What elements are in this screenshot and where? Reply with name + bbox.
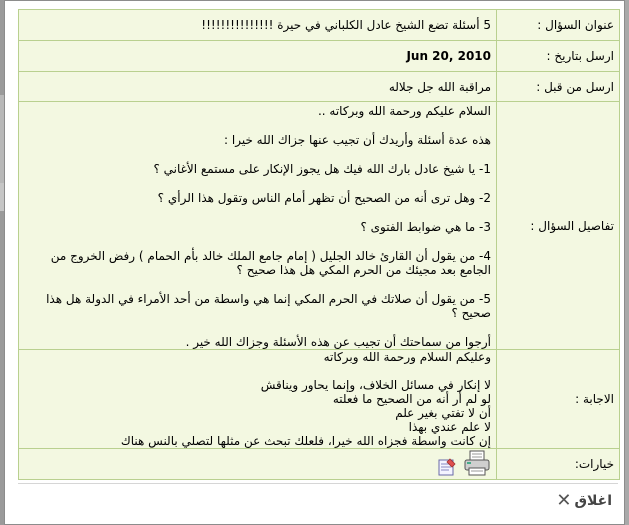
question-details <box>19 102 497 350</box>
answer-line: لو لم أر أنه من الصحيح ما فعلته <box>332 392 491 406</box>
question-date: Jun 20, 2010 <box>19 41 497 72</box>
details-line <box>24 205 491 220</box>
close-label: اغلاق <box>574 493 612 509</box>
details-line: أرجوا من سماحتك أن تجيب عن هذه الأسئلة وجزاك الله خير . <box>185 335 491 349</box>
close-x-icon: ✕ <box>556 490 572 511</box>
options-label: خيارات: <box>497 449 620 480</box>
question-modal <box>4 0 625 525</box>
answer-line <box>24 364 491 378</box>
notepad-icon[interactable] <box>437 458 457 476</box>
question-table <box>18 9 620 480</box>
sender-label: ارسل من قبل : <box>497 72 620 102</box>
close-button[interactable] <box>556 490 612 512</box>
question-sender: مراقبة الله جل جلاله <box>19 72 497 102</box>
details-line: 2- وهل ترى أنه من الصحيح أن تظهر أمام الناس وتقول هذا الرأي ؟ <box>157 191 491 205</box>
answer-row <box>19 350 620 449</box>
details-line: السلام عليكم ورحمة الله وبركاته .. <box>317 104 491 118</box>
footer-divider <box>18 483 618 484</box>
details-line: 1- يا شيخ عادل بارك الله فيك هل يجوز الإنكار على مستمع الأغاني ؟ <box>153 162 491 176</box>
details-line <box>24 234 491 249</box>
details-line: 3- ما هي ضوابط الفتوى ؟ <box>360 220 491 234</box>
answer-line: إن كانت واسطة فجزاه الله خيرا، فلعلك تبحث عن مثلها لتصلي بالنس هناك <box>120 434 491 448</box>
details-line: 4- من يقول أن القارئ خالد الجليل ( إمام جامع الملك خالد بأم الحمام ) رفض الخروج من الجامع بعد مجيئك من الحرم المكي هل هذا صحيح ؟ <box>46 249 491 277</box>
details-line <box>24 277 491 292</box>
printer-icon[interactable] <box>463 450 491 476</box>
details-line <box>24 118 491 133</box>
answer-label: الاجابة : <box>497 350 620 449</box>
options-row <box>19 449 620 480</box>
answer-line: وعليكم السلام ورحمة الله وبركاته <box>323 350 491 364</box>
answer-line: لا علم عندي بهذا <box>408 420 491 434</box>
date-row <box>19 41 620 72</box>
details-row <box>19 102 620 350</box>
details-line <box>24 320 491 335</box>
title-row <box>19 10 620 41</box>
details-line: هذه عدة أسئلة وأريدك أن تجيب عنها جزاك الله خيرا : <box>224 133 491 147</box>
title-label: عنوان السؤال : <box>497 10 620 41</box>
details-label: تفاصيل السؤال : <box>497 102 620 350</box>
sender-row <box>19 72 620 102</box>
options-icons <box>437 450 491 476</box>
details-line <box>24 176 491 191</box>
details-text <box>24 102 491 349</box>
answer-line: لا إنكار في مسائل الخلاف، وإنما يحاور ويناقش <box>260 378 491 392</box>
question-answer <box>19 350 497 449</box>
answer-line: أن لا تفتي بغير علم <box>395 406 491 420</box>
details-line: 5- من يقول أن صلاتك في الحرم المكي إنما هي واسطة من أحد الأمراء في الدولة هل هذا صحيح ؟ <box>42 292 491 320</box>
date-label: ارسل بتاريخ : <box>497 41 620 72</box>
details-line <box>24 147 491 162</box>
answer-text <box>24 350 491 448</box>
options-cell <box>19 449 497 480</box>
question-title: 5 أسئلة تضع الشيخ عادل الكلباني في حيرة !!!!!!!!!!!!!!! <box>19 10 497 41</box>
